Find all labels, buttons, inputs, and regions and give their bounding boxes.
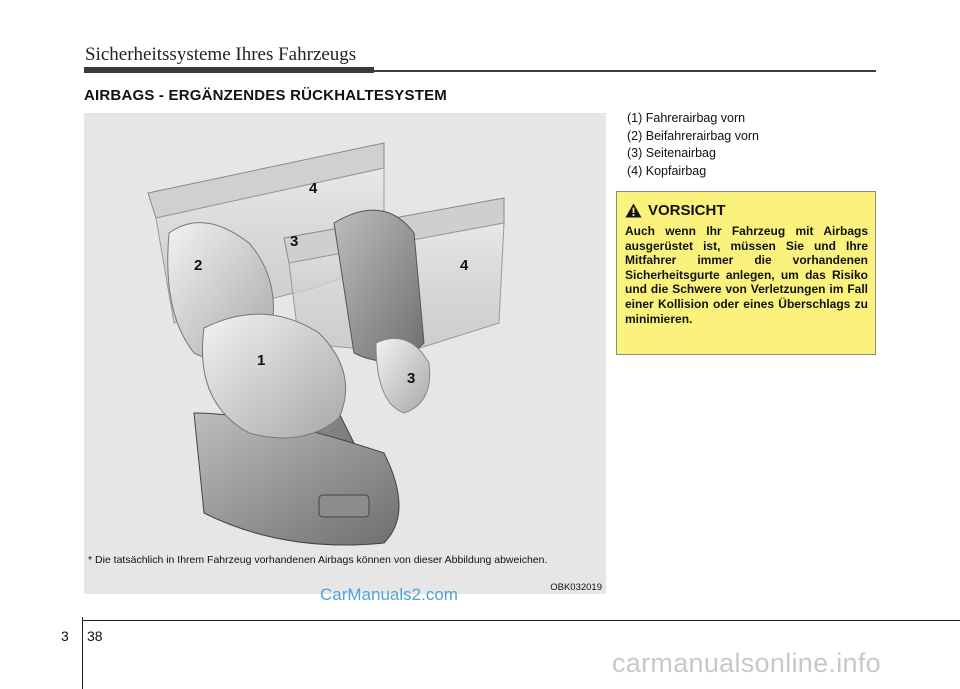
callout-3: 3 bbox=[290, 233, 299, 250]
warning-triangle-icon bbox=[625, 203, 642, 218]
legend-item: (1) Fahrerairbag vorn bbox=[627, 111, 746, 125]
callout-2: 2 bbox=[194, 257, 203, 274]
figure-note: * Die tatsächlich in Ihrem Fahrzeug vorhandenen Airbags können von dieser Abbildung abweichen. bbox=[88, 554, 548, 566]
chapter-title: Sicherheitssysteme Ihres Fahrzeugs bbox=[85, 44, 357, 65]
side-airbag bbox=[376, 339, 430, 414]
caution-text: Auch wenn Ihr Fahrzeug mit Airbags ausgerüstet ist, müssen Sie und Ihre Mitfahrer immer die vorhandenen Sicherheitsgurte anlegen, um das Risiko und die Schwere von Verletzungen im Fall einer Kollision oder eines Überschlags zu minimieren. bbox=[625, 224, 868, 326]
section-title: AIRBAGS - ERGÄNZENDES RÜCKHALTESYSTEM bbox=[84, 87, 447, 104]
footer-site-watermark[interactable]: carmanualsonline.info bbox=[612, 648, 881, 678]
legend-item: (3) Seitenairbag bbox=[627, 146, 716, 160]
airbag-legend bbox=[627, 110, 759, 180]
figure-code: OBK032019 bbox=[550, 582, 602, 593]
footer-vertical-rule bbox=[82, 617, 83, 689]
page-chapter-number: 3 bbox=[61, 628, 69, 644]
airbag-illustration bbox=[84, 113, 606, 594]
legend-item: (4) Kopfairbag bbox=[627, 163, 707, 178]
caution-title: VORSICHT bbox=[648, 202, 726, 219]
callout-3: 3 bbox=[407, 370, 416, 387]
callout-4: 4 bbox=[460, 257, 469, 274]
legend-item: (2) Beifahrerairbag vorn bbox=[627, 128, 760, 143]
airbag-figure bbox=[84, 113, 606, 594]
caution-header bbox=[625, 202, 726, 219]
footer-horizontal-rule bbox=[82, 620, 960, 621]
page-number: 38 bbox=[87, 628, 103, 644]
watermark-link[interactable]: CarManuals2.com bbox=[320, 585, 458, 604]
seat-controls bbox=[319, 495, 369, 517]
callout-4: 4 bbox=[309, 180, 318, 197]
caution-box bbox=[616, 191, 876, 355]
header-rule-thin bbox=[374, 70, 876, 72]
header-rule-thick bbox=[84, 67, 374, 73]
callout-1: 1 bbox=[257, 352, 266, 369]
